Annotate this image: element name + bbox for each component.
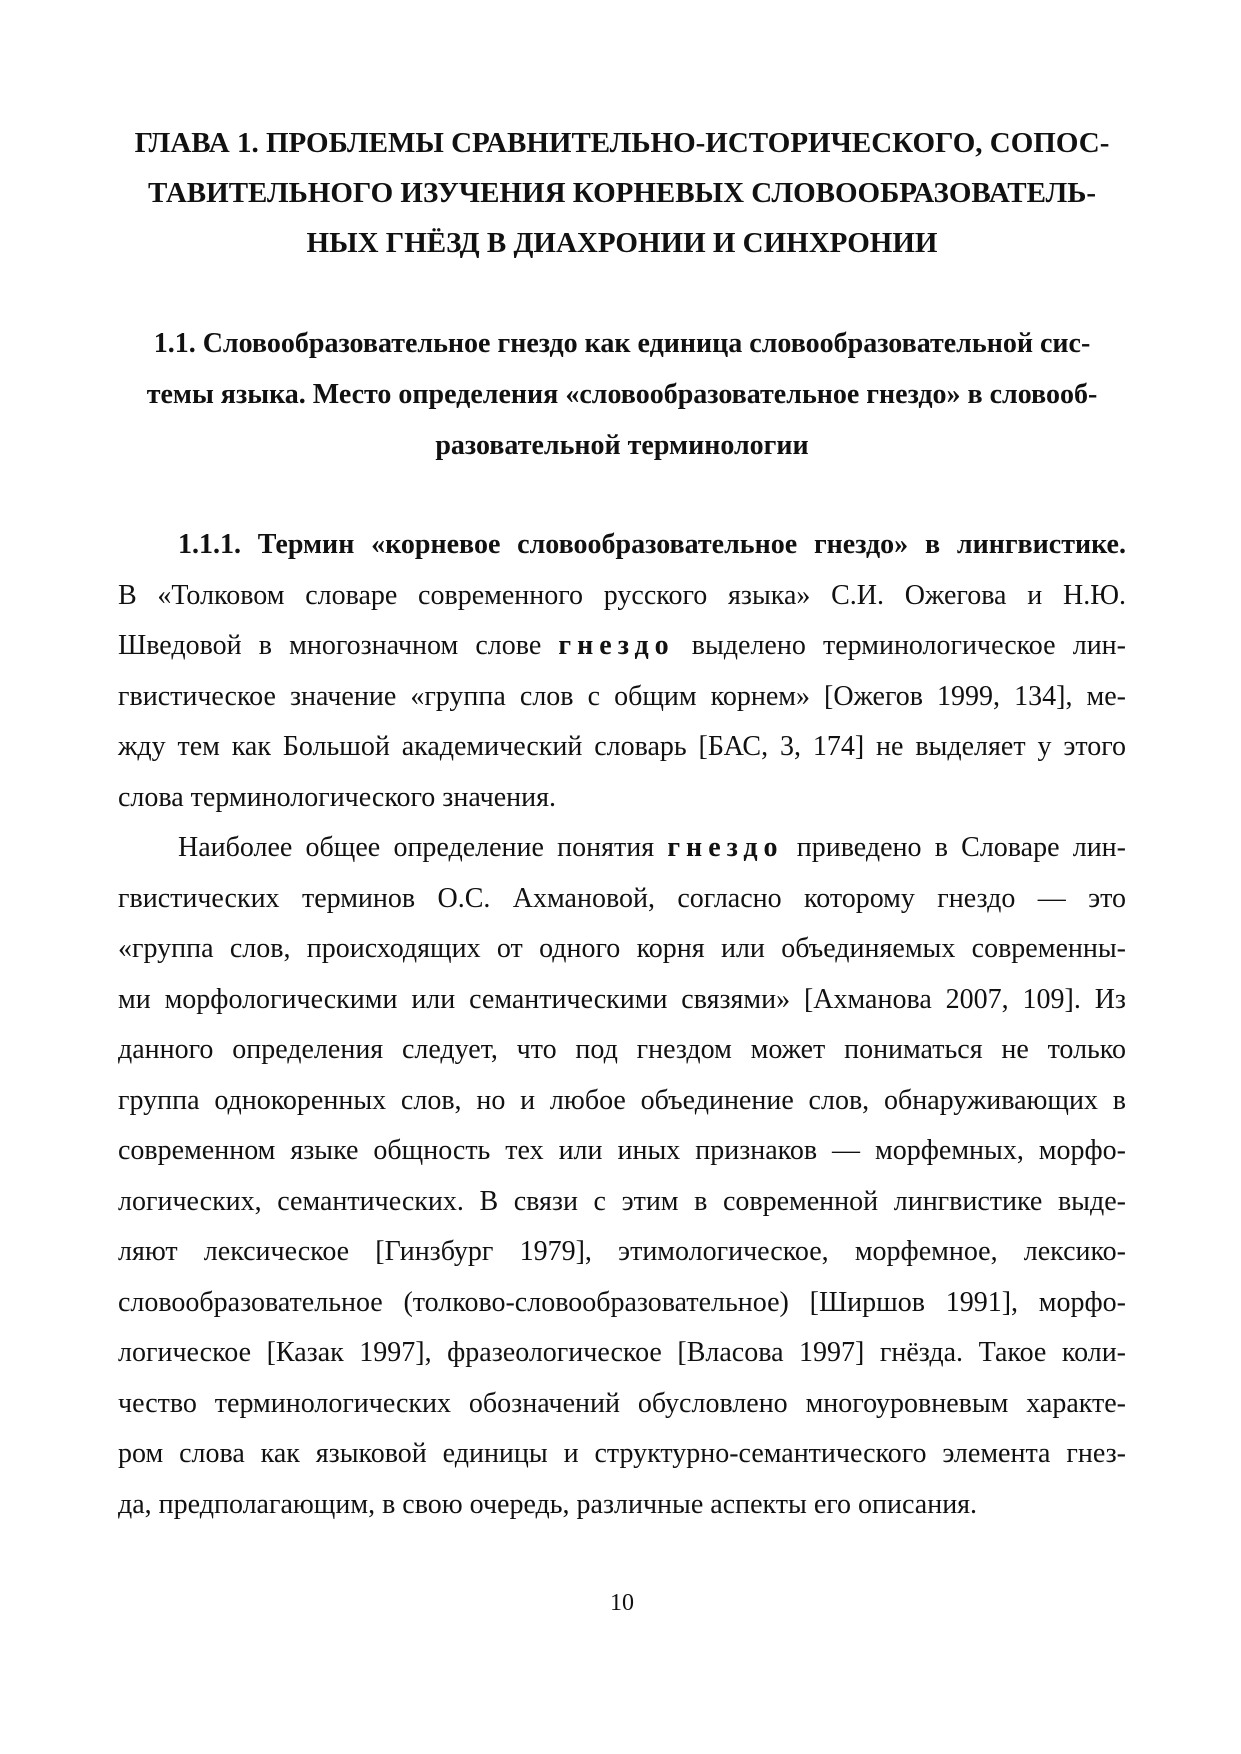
body-text bbox=[118, 520, 1126, 1530]
paragraph-line: слова терминологического значения. bbox=[118, 781, 556, 813]
paragraph-line: В «Толковом словаре современного русского языка» С.И. Ожегова и Н.Ю. bbox=[118, 579, 1126, 611]
paragraph-line: современном языке общность тех или иных признаков — морфемных, морфо- bbox=[118, 1135, 1126, 1166]
page-number: 10 bbox=[610, 1590, 634, 1616]
section-title bbox=[118, 318, 1126, 471]
section-title-line: разовательной терминологии bbox=[435, 430, 809, 461]
paragraph-line: логических, семантических. В связи с этим в современной лингвистике выде- bbox=[118, 1185, 1126, 1217]
paragraph-line: жду тем как Большой академический словарь [БАС, 3, 174] не выделяет у этого bbox=[118, 731, 1126, 762]
section-title-line: темы языка. Место определения «словообразовательное гнездо» в словооб- bbox=[146, 379, 1098, 410]
paragraph-line: гвистическое значение «группа слов с общим корнем» [Ожегов 1999, 134], ме- bbox=[118, 680, 1126, 712]
paragraph-line: чество терминологических обозначений обусловлено многоуровневым характе- bbox=[118, 1387, 1126, 1419]
paragraph-line: ром слова как языковой единицы и структурно-семантического элемента гнез- bbox=[118, 1438, 1126, 1469]
text-fragment: приведено в Словаре лин- bbox=[783, 832, 1126, 863]
text-fragment: Наиболее общее определение понятия bbox=[178, 832, 668, 863]
chapter-title-line: ГЛАВА 1. ПРОБЛЕМЫ СРАВНИТЕЛЬНО-ИСТОРИЧЕСКОГО, СОПОС- bbox=[134, 127, 1110, 159]
chapter-title-line: ТАВИТЕЛЬНОГО ИЗУЧЕНИЯ КОРНЕВЫХ СЛОВООБРАЗОВАТЕЛЬ- bbox=[147, 177, 1097, 209]
emphasized-term: гнездо bbox=[558, 630, 675, 661]
document-page bbox=[118, 0, 1126, 1754]
paragraph-line: «группа слов, происходящих от одного корня или объединяемых современны- bbox=[118, 933, 1126, 964]
paragraph-line bbox=[118, 823, 1126, 874]
chapter-title bbox=[118, 118, 1126, 268]
paragraph-line: группа однокоренных слов, но и любое объединение слов, обнаруживающих в bbox=[118, 1084, 1126, 1116]
section-title-line: 1.1. Словообразовательное гнездо как единица словообразовательной сис- bbox=[153, 328, 1091, 359]
chapter-title-line: НЫХ ГНЁЗД В ДИАХРОНИИ И СИНХРОНИИ bbox=[306, 227, 938, 259]
paragraph-line: логическое [Казак 1997], фразеологическое [Власова 1997] гнёзда. Такое коли- bbox=[118, 1337, 1126, 1368]
emphasized-term: гнездо bbox=[667, 832, 784, 863]
paragraph-line: словообразовательное (толково-словообразовательное) [Ширшов 1991], морфо- bbox=[118, 1286, 1126, 1318]
paragraph-line: ми морфологическими или семантическими связями» [Ахманова 2007, 109]. Из bbox=[118, 983, 1126, 1015]
paragraph-line: данного определения следует, что под гнездом может пониматься не только bbox=[118, 1034, 1126, 1065]
paragraph-line: да, предполагающим, в свою очередь, различные аспекты его описания. bbox=[118, 1488, 978, 1520]
subsection-heading: 1.1.1. Термин «корневое словообразовательное гнездо» в лингвистике. bbox=[178, 529, 1126, 560]
paragraph-line: ляют лексическое [Гинзбург 1979], этимологическое, морфемное, лексико- bbox=[118, 1236, 1126, 1267]
paragraph-line: гвистических терминов О.С. Ахмановой, согласно которому гнездо — это bbox=[118, 882, 1126, 914]
text-fragment: Шведовой в многозначном слове bbox=[118, 630, 559, 661]
paragraph-line bbox=[118, 621, 1126, 672]
text-fragment: выделено терминологическое лин- bbox=[674, 630, 1126, 661]
